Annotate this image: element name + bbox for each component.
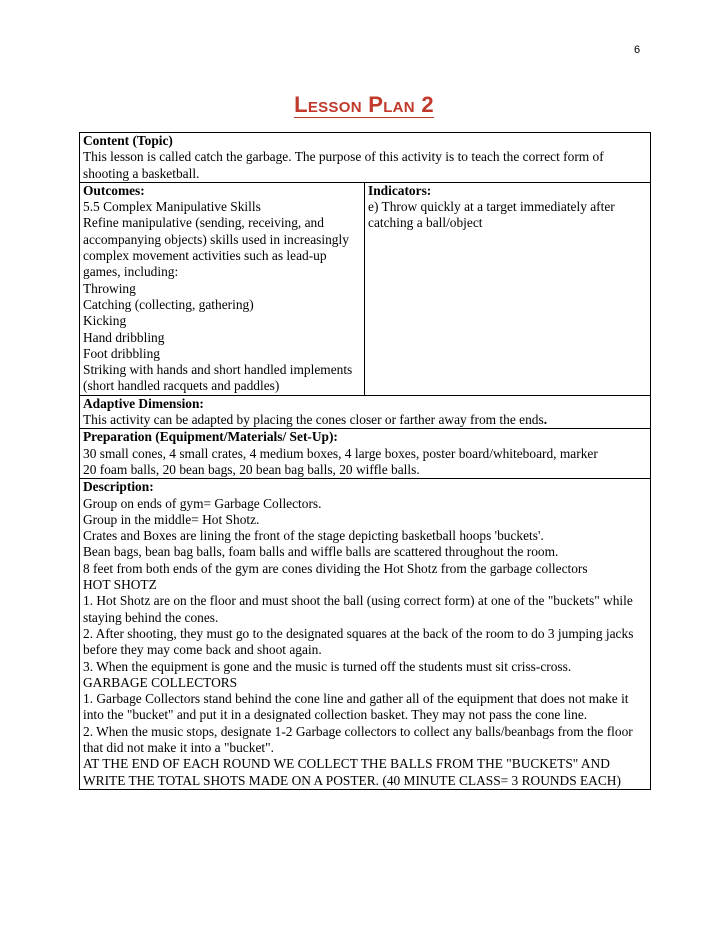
description-line: Crates and Boxes are lining the front of the stage depicting basketball hoops 'buckets'. (83, 528, 544, 544)
description-line: Bean bags, bean bag balls, foam balls and wiffle balls are scattered throughout the room. (83, 544, 559, 560)
adaptive-text-line (83, 412, 648, 428)
lesson-plan-table (79, 132, 651, 790)
description-line: AT THE END OF EACH ROUND WE COLLECT THE BALLS FROM THE "BUCKETS" AND WRITE THE TOTAL SHOTS MADE ON A POSTER. (40 MINUTE CLASS= 3 ROUNDS EACH) (83, 756, 621, 788)
outcome-line: 5.5 Complex Manipulative Skills (83, 199, 261, 215)
description-line: 3. When the equipment is gone and the music is turned off the students must sit criss-cross. (83, 658, 572, 674)
outcome-line: Kicking (83, 313, 127, 329)
page-title-text: Lesson Plan 2 (294, 92, 434, 117)
description-line: Group in the middle= Hot Shotz. (83, 511, 260, 527)
description-line: 8 feet from both ends of the gym are cones dividing the Hot Shotz from the garbage collectors (83, 560, 588, 576)
outcome-line: Striking with hands and short handled implements (short handled racquets and paddles) (83, 362, 353, 394)
description-heading: Description: (83, 479, 154, 495)
page-number: 6 (634, 44, 641, 56)
preparation-row (80, 429, 651, 479)
description-line: HOT SHOTZ (83, 577, 157, 593)
adaptive-period: . (543, 412, 548, 428)
outcome-line: Foot dribbling (83, 345, 161, 361)
page-title (0, 92, 728, 118)
outcome-line: Throwing (83, 280, 136, 296)
outcomes-cell (80, 182, 365, 395)
description-line: GARBAGE COLLECTORS (83, 674, 238, 690)
description-line: 1. Hot Shotz are on the floor and must shoot the ball (using correct form) at one of the "buckets" while staying behind the cones. (83, 593, 633, 625)
description-row (80, 479, 651, 790)
indicators-cell (365, 182, 651, 395)
adaptive-text: This activity can be adapted by placing the cones closer or farther away from the ends (83, 412, 544, 428)
indicators-heading: Indicators: (368, 182, 432, 198)
outcomes-heading: Outcomes: (83, 182, 145, 198)
preparation-line: 20 foam balls, 20 bean bags, 20 bean bag balls, 20 wiffle balls. (83, 461, 420, 477)
preparation-heading: Preparation (Equipment/Materials/ Set-Up): (83, 429, 338, 445)
preparation-cell (80, 429, 651, 479)
adaptive-heading: Adaptive Dimension: (83, 395, 204, 411)
outcomes-row (80, 182, 651, 395)
description-cell (80, 479, 651, 790)
adaptive-row (80, 395, 651, 429)
content-cell (80, 133, 651, 183)
content-heading: Content (Topic) (83, 133, 173, 148)
outcome-line: Refine manipulative (sending, receiving, and accompanying objects) skills used in increasingly complex movement activities such as lead-up games, including: (83, 215, 349, 280)
outcome-line: Hand dribbling (83, 329, 165, 345)
indicators-text: e) Throw quickly at a target immediately after catching a ball/object (368, 199, 615, 231)
description-line: 2. After shooting, they must go to the designated squares at the back of the room to do 3 jumping jacks before they may come back and shoot again. (83, 625, 634, 658)
description-line: 2. When the music stops, designate 1-2 Garbage collectors to collect any balls/beanbags from the floor that did not make it into a "bucket". (83, 723, 633, 755)
content-text: This lesson is called catch the garbage. The purpose of this activity is to teach the correct form of shooting a basketball. (83, 149, 604, 181)
preparation-line: 30 small cones, 4 small crates, 4 medium boxes, 4 large boxes, poster board/whiteboard, marker (83, 445, 598, 461)
content-row (80, 133, 651, 183)
outcome-line: Catching (collecting, gathering) (83, 296, 254, 312)
description-line: 1. Garbage Collectors stand behind the cone line and gather all of the equipment that does not make it into the "bucket" and put it in a designated collection basket. They may not pass the cone line. (83, 691, 629, 723)
adaptive-cell (80, 395, 651, 429)
description-line: Group on ends of gym= Garbage Collectors. (83, 495, 322, 511)
